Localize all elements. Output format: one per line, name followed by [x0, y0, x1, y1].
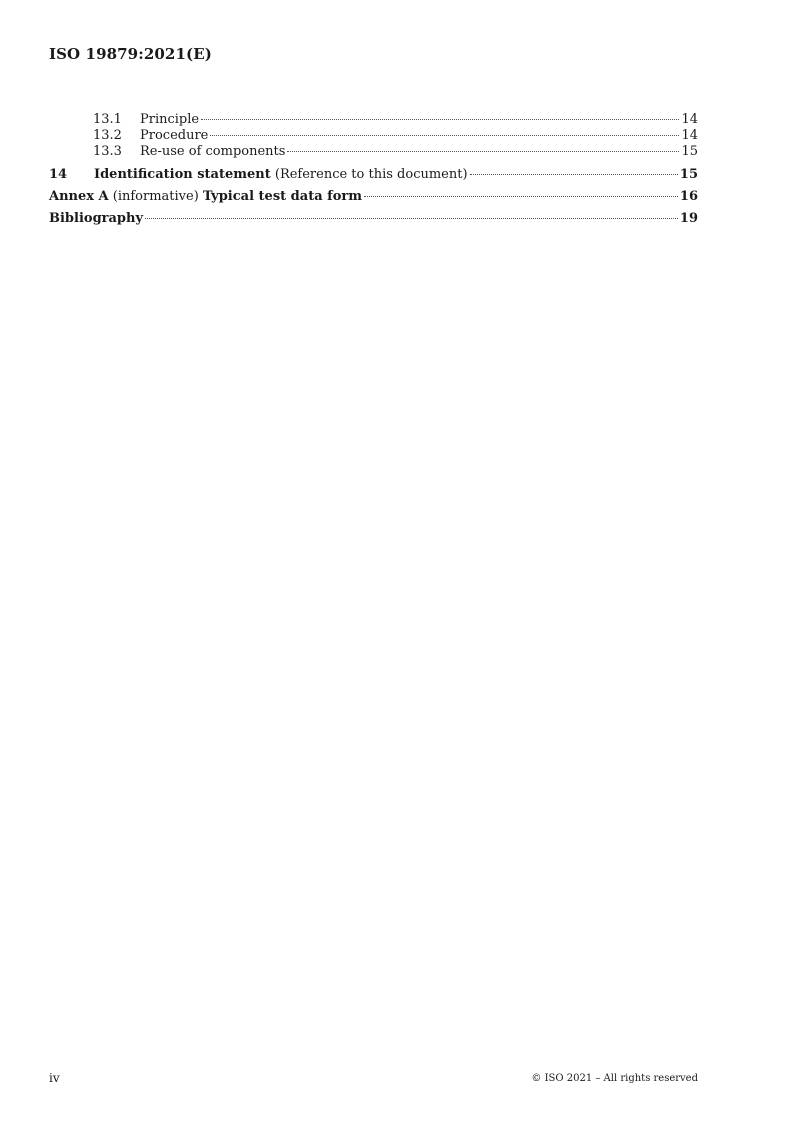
toc-entry-number: 13.1 — [93, 112, 122, 127]
toc-entry-page: 19 — [679, 211, 698, 226]
toc-entry-title: Bibliography — [49, 211, 144, 226]
toc-entry-page: 14 — [681, 128, 698, 143]
toc-entry-title-normal: (Reference to this document) — [270, 167, 468, 182]
table-of-contents — [49, 112, 698, 230]
toc-entry-13-1[interactable] — [49, 112, 698, 128]
toc-entry-annex-a[interactable] — [49, 186, 698, 208]
annex-label: Annex A — [49, 189, 109, 204]
toc-entry-number: 14 — [49, 167, 68, 182]
dot-leader — [470, 174, 678, 175]
annex-type: (informative) — [108, 189, 203, 204]
toc-entry-title-bold: Identification statement — [94, 167, 271, 182]
dot-leader — [201, 119, 679, 120]
page-number: iv — [49, 1071, 60, 1085]
toc-entry-page: 15 — [679, 167, 698, 182]
toc-entry-title: Procedure — [140, 128, 209, 143]
dot-leader — [364, 196, 678, 197]
annex-title: Typical test data form — [202, 189, 363, 204]
toc-entry-page: 16 — [679, 189, 698, 204]
toc-entry-title — [49, 186, 362, 208]
copyright-notice: © ISO 2021 – All rights reserved — [531, 1073, 698, 1084]
toc-entry-title — [94, 164, 468, 186]
toc-entry-page: 15 — [681, 144, 698, 159]
toc-entry-title: Principle — [140, 112, 200, 127]
toc-entry-title: Re-use of components — [140, 144, 286, 159]
document-header: ISO 19879:2021(E) — [49, 45, 212, 63]
toc-entry-13-2[interactable] — [49, 128, 698, 144]
toc-entry-number: 13.3 — [93, 144, 122, 159]
toc-entry-number: 13.2 — [93, 128, 122, 143]
dot-leader — [287, 151, 679, 152]
toc-entry-13-3[interactable] — [49, 144, 698, 160]
dot-leader — [145, 218, 678, 219]
toc-entry-page: 14 — [681, 112, 698, 127]
toc-entry-bibliography[interactable] — [49, 208, 698, 230]
toc-entry-14[interactable] — [49, 164, 698, 186]
dot-leader — [210, 135, 679, 136]
